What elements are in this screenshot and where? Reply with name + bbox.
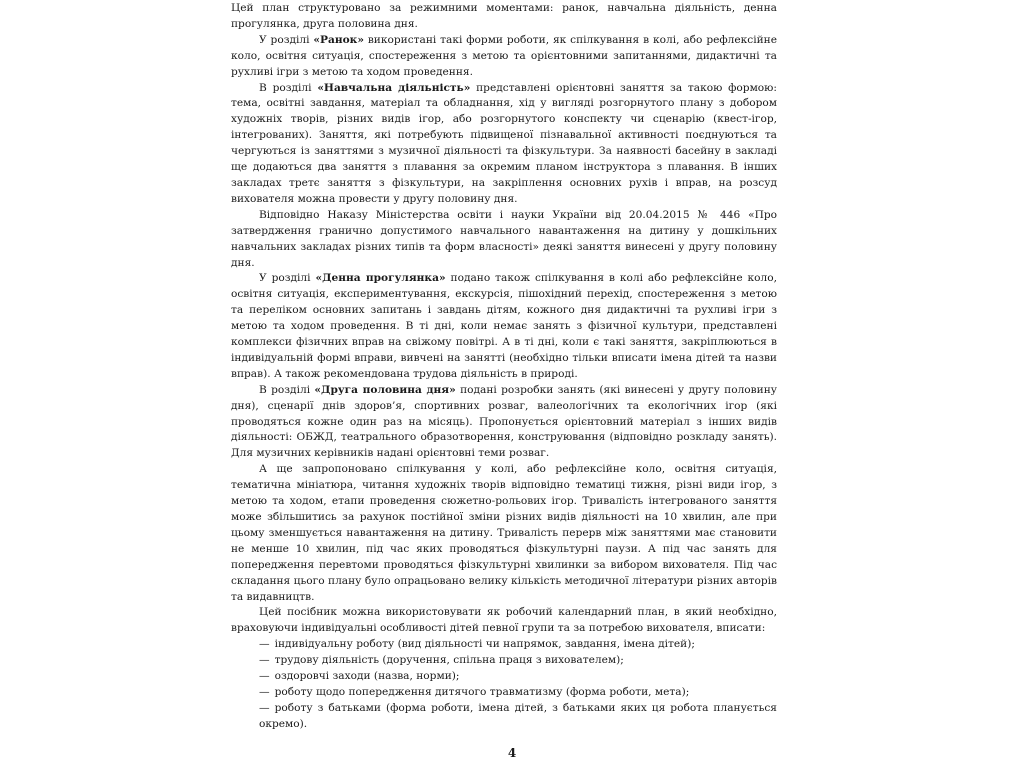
page-number: 4: [507, 746, 517, 760]
section-term-learning-activity: «Навчальна діяльність»: [317, 81, 471, 94]
dash-bullet: —: [259, 654, 270, 667]
dash-bullet: —: [259, 670, 270, 683]
list-item-text: трудову діяльність (доручення, спільна праця з вихователем);: [274, 654, 624, 667]
list-item: [231, 637, 777, 653]
list-item: [231, 685, 777, 701]
paragraph-morning: [231, 33, 777, 81]
list-item-text: роботу з батьками (форма роботи, імена дітей, з батьками яких ця робота планується окремо).: [259, 701, 777, 730]
section-term-morning: «Ранок»: [313, 33, 364, 46]
section-term-day-walk: «Денна прогулянка»: [315, 272, 446, 285]
paragraph-learning-text: представлені орієнтовні заняття за такою формою: тема, освітні завдання, матеріал та обладнання, хід у вигляді розгорнутого плану з добором художніх творів, різних видів ігор, або розгорнутого конспекту чи сценарію (квест-ігор, інтегрованих). Заняття, які потребують підвищеної пізнавальної активності поєднуються та чергуються із заняттями з музичної діяльності та фізкультури. За наявності басейну в закладі ще додаються два заняття з плавання за окремим планом інструктора з плавання. В інших закладах третє заняття з фізкультури, на закріплення основних рухів і вправ, на розсуд вихователя можна провести у другу половину дня.: [231, 81, 777, 205]
paragraph-walk-lead: У розділі: [259, 272, 316, 285]
fill-in-list: [231, 637, 777, 732]
list-item: [231, 669, 777, 685]
list-item-text: роботу щодо попередження дитячого травматизму (форма роботи, мета);: [274, 685, 690, 698]
dash-bullet: —: [259, 638, 270, 651]
paragraph-morning-text: використані такі форми роботи, як спілкування в колі, або рефлексійне коло, освітня ситуація, спостереження з метою та орієнтовними запитаннями, дидактичні та рухливі ігри з метою та ходом проведення.: [231, 33, 777, 78]
section-term-afternoon: «Друга половина дня»: [314, 383, 456, 396]
paragraph-morning-lead: У розділі: [259, 33, 314, 46]
dash-bullet: —: [259, 685, 270, 698]
paragraph-additional: А ще запропоновано спілкування у колі, або рефлексійне коло, освітня ситуація, тематична мініатюра, читання художніх творів відповідно тематиці тижня, різні види ігор, з метою та ходом, етапи проведення сюжетно-рольових ігор. Тривалість інтегрованого заняття може збільшитись за рахунок постійної зміни різних видів діяльності на 10 хвилин, але при цьому зменшується навантаження на дитину. Тривалість перерв між заняттями має становити не менше 10 хвилин, під час яких проводяться фізкультурні паузи. А під час занять для попередження перевтоми проводяться фізкультурні хвилинки за вибором вихователя. Під час складання цього плану було опрацьовано велику кількість методичної літератури різних авторів та видавництв.: [231, 463, 777, 603]
list-item-text: індивідуальну роботу (вид діяльності чи напрямок, завдання, імена дітей);: [274, 638, 695, 651]
list-item: [231, 653, 777, 669]
paragraph-afternoon: [231, 383, 777, 463]
body-text: [231, 1, 777, 733]
dash-bullet: —: [259, 701, 270, 714]
paragraph-intro: Цей план структуровано за режимними моментами: ранок, навчальна діяльність, денна прогулянка, друга половина дня.: [231, 2, 777, 30]
paragraph-afternoon-lead: В розділі: [259, 383, 315, 396]
paragraph-day-walk: [231, 271, 777, 382]
paragraph-learning-lead: В розділі: [259, 81, 318, 94]
paragraph-walk-text: подано також спілкування в колі або рефлексійне коло, освітня ситуація, експериментування, екскурсія, пішохідний перехід, спостереження з метою та переліком основних запитань і завдань дітям, кожного дня дидактичні та рухливі ігри з метою та ходом проведення. В ті дні, коли немає занять з фізичної культури, представлені комплекси фізичних вправ на свіжому повітрі. А в ті дні, коли є такі заняття, закріплюються в індивідуальній формі вправи, вивчені на занятті (необхідно тільки вписати імена дітей та назви вправ). А також рекомендована трудова діяльність в природі.: [231, 272, 777, 380]
list-item-text: оздоровчі заходи (назва, норми);: [274, 670, 460, 683]
paragraph-ministry-order: Відповідно Наказу Міністерства освіти і науки України від 20.04.2015 № 446 «Про затвердження гранично допустимого навчального навантаження на дитину у дошкільних навчальних закладах різних типів та форм власності» деякі заняття винесені у другу половину дня.: [231, 208, 777, 269]
paragraph-afternoon-text: подані розробки занять (які винесені у другу половину дня), сценарії днів здоров’я, спортивних розваг, валеологічних та екологічних ігор (які проводяться кожне один раз на місяць). Пропонується орієнтовний матеріал з інших видів діяльності: ОБЖД, театрального образотворення, конструювання (відповідно розкладу занять). Для музичних керівників надані орієнтовні теми розваг.: [231, 383, 777, 460]
list-item: [231, 701, 777, 733]
paragraph-usage: Цей посібник можна використовувати як робочий календарний план, в який необхідно, враховуючи індивідуальні особливості дітей певної групи та за потребою вихователя, вписати:: [231, 606, 777, 635]
paragraph-learning-activity: [231, 81, 777, 208]
